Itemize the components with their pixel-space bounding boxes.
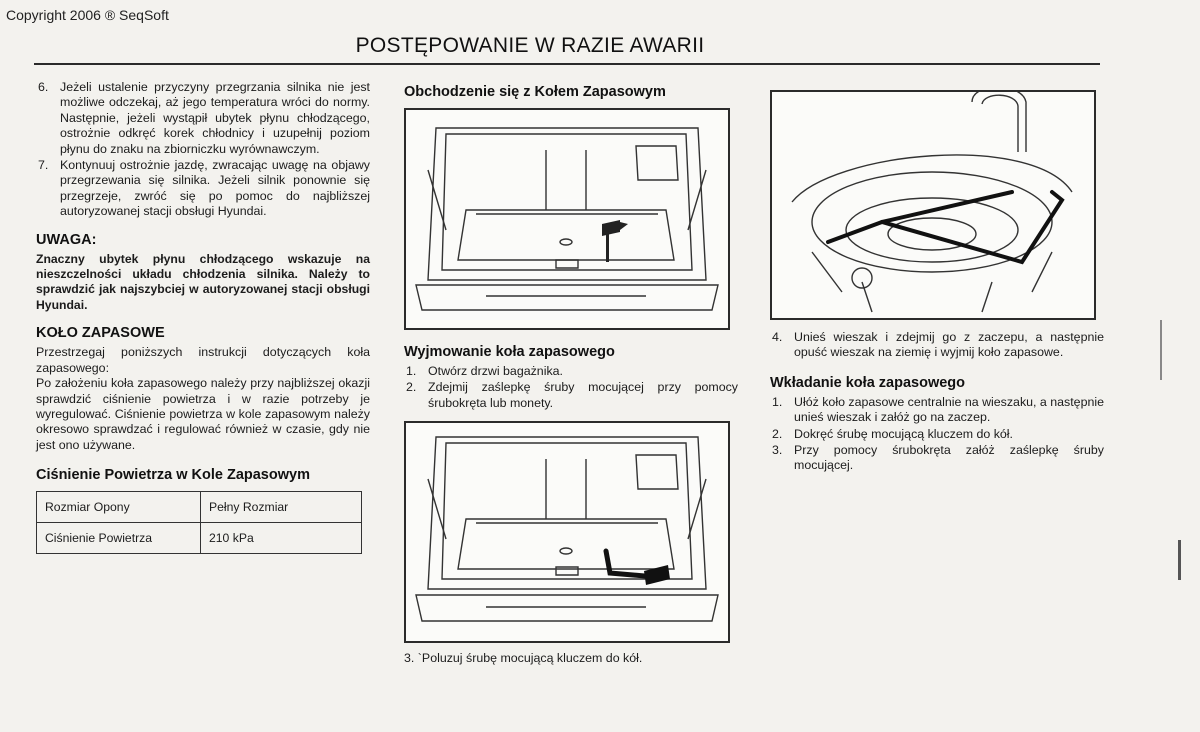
step-text: Kontynuuj ostrożnie jazdę, zwracając uwagę na objawy przegrzewania się silnika. Jeżeli silnik ponownie się przegrzeje, zwróć się po pomoc do najbliższej autoryzowanej stacji obsługi Hyundai. <box>60 158 370 219</box>
page-edge-mark <box>1178 540 1181 580</box>
trunk-figure-wrench <box>404 421 730 643</box>
column-right <box>770 90 1104 475</box>
warning-heading: UWAGA: <box>36 231 97 248</box>
step-3-caption <box>404 651 738 666</box>
handling-heading: Obchodzenie się z Kołem Zapasowym <box>404 84 666 100</box>
spare-wheel-body: Po założeniu koła zapasowego należy przy najbliższej okazji sprawdzić ciśnienie powietrza i w razie potrzeby je wyregulować. Ciśnienie powietrza w kole zapasowym należy okresowo sprawdzać i regulować również w czasie, gdy nie jest ono używane. <box>36 376 370 452</box>
header-rule <box>34 63 1100 65</box>
overheat-steps <box>36 80 370 220</box>
warning-text: Znaczny ubytek płynu chłodzącego wskazuje na nieszczelności układu chłodzenia silnika. Należy to sprawdzić jak najszybciej w autoryzowanej stacji obsługi Hyundai. <box>36 251 370 312</box>
removal-step-2 <box>404 380 738 411</box>
install-heading: Wkładanie koła zapasowego <box>770 374 965 391</box>
table-cell: 210 kPa <box>201 523 362 554</box>
step-number: 4. <box>772 330 783 344</box>
table-cell: Ciśnienie Powietrza <box>37 523 201 554</box>
step-text: `Poluzuj śrubę mocującą kluczem do kół. <box>417 651 643 666</box>
install-step-1 <box>770 395 1104 426</box>
step-number: 1. <box>772 394 783 409</box>
removal-step-1 <box>404 364 738 379</box>
step-text: Ułóż koło zapasowe centralnie na wieszaku, a następnie unieś wieszak i załóż go na zaczep. <box>794 394 1104 425</box>
step-number: 7. <box>38 158 49 173</box>
install-step-3 <box>770 443 1104 474</box>
pressure-table <box>36 491 362 554</box>
page-edge-mark <box>1160 320 1162 380</box>
table-row <box>37 523 362 554</box>
spare-wheel-heading: KOŁO ZAPASOWE <box>36 325 165 342</box>
step-text: Unieś wieszak i zdejmij go z zaczepu, a następnie opuść wieszak na ziemię i wyjmij koło zapasowe. <box>794 330 1104 360</box>
install-step-2 <box>770 427 1104 442</box>
step-7 <box>36 158 370 220</box>
step-text: Dokręć śrubę mocującą kluczem do kół. <box>794 426 1013 441</box>
step-number: 3. <box>772 443 783 458</box>
copyright-notice: Copyright 2006 ® SeqSoft <box>6 7 169 23</box>
step-4 <box>770 330 1104 361</box>
install-steps <box>770 395 1104 474</box>
step-number: 6. <box>38 80 49 94</box>
step-number: 3. <box>404 651 415 666</box>
trunk-figure-cover <box>404 108 730 330</box>
trunk-cover-illustration <box>406 110 728 328</box>
spare-wheel-figure <box>770 90 1096 320</box>
pressure-heading: Ciśnienie Powietrza w Kole Zapasowym <box>36 467 310 484</box>
removal-heading: Wyjmowanie koła zapasowego <box>404 344 615 360</box>
step-number: 1. <box>406 364 417 378</box>
step-text: Jeżeli ustalenie przyczyny przegrzania silnika nie jest możliwe odczekaj, aż jego temperatura wróci do normy. Następnie, jeżeli wystąpił ubytek płynu chłodzącego, ostrożnie odkręć korek chłodnicy i uzupełnij poziom płynu do znaku na zbiorniczku wyrównawczym. <box>60 80 370 156</box>
step-text: Zdejmij zaślepkę śruby mocującej przy pomocy śrubokręta lub monety. <box>428 380 738 410</box>
step-text: Przy pomocy śrubokręta załóż zaślepkę śruby mocującej. <box>794 443 1104 473</box>
step-text: Otwórz drzwi bagażnika. <box>428 364 563 378</box>
page-title: POSTĘPOWANIE W RAZIE AWARII <box>355 34 705 57</box>
step-number: 2. <box>406 380 417 395</box>
column-left <box>36 80 370 554</box>
lowering-steps <box>770 330 1104 361</box>
table-cell: Rozmiar Opony <box>37 492 201 523</box>
step-number: 2. <box>772 426 783 441</box>
spare-wheel-intro: Przestrzegaj poniższych instrukcji dotyczących koła zapasowego: <box>36 345 370 375</box>
table-row <box>37 492 362 523</box>
step-6 <box>36 80 370 157</box>
table-cell: Pełny Rozmiar <box>201 492 362 523</box>
trunk-wrench-illustration <box>406 423 728 641</box>
spare-wheel-illustration <box>772 92 1094 318</box>
column-middle <box>404 84 738 667</box>
removal-steps <box>404 364 738 411</box>
